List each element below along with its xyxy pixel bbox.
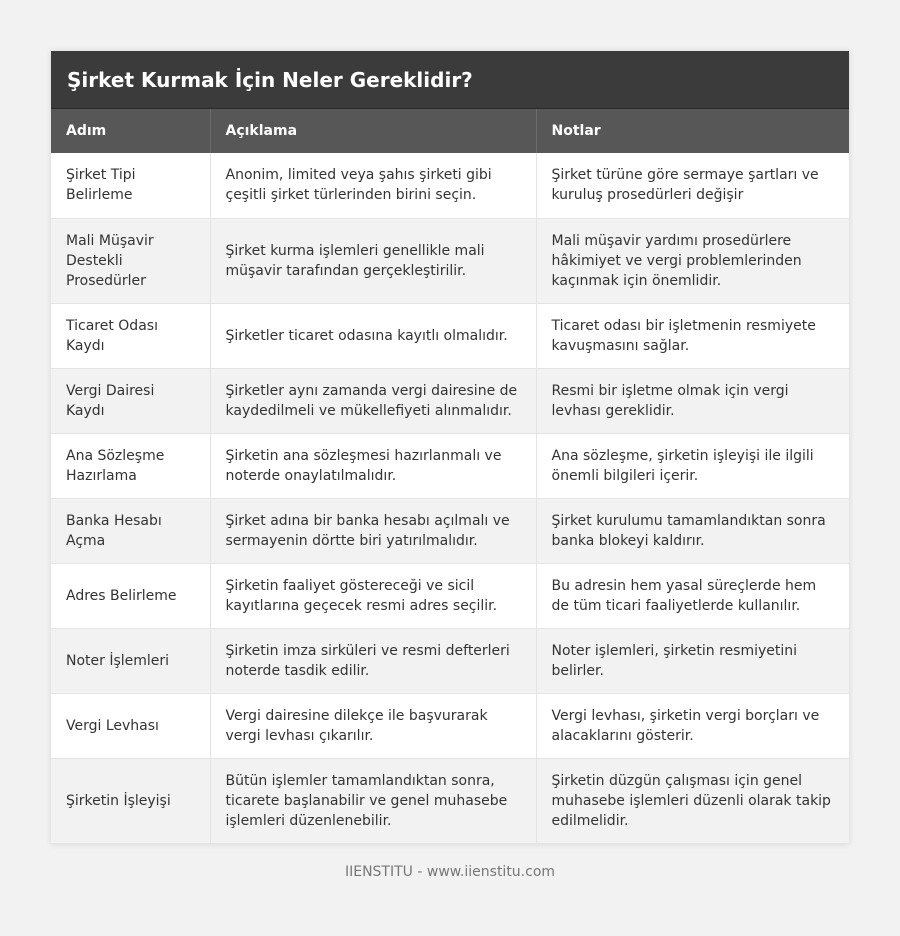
table-row <box>51 153 849 218</box>
table-card <box>51 51 849 844</box>
table-row <box>51 433 849 498</box>
note-cell: Şirketin düzgün çalışması için genel muhasebe işlemleri düzenli olarak takip edilmelidir. <box>536 758 849 843</box>
steps-table <box>51 109 849 844</box>
footer-credit: IIENSTITU - www.iienstitu.com <box>344 864 556 880</box>
note-cell: Resmi bir işletme olmak için vergi levhası gereklidir. <box>536 368 849 433</box>
note-cell: Noter işlemleri, şirketin resmiyetini belirler. <box>536 628 849 693</box>
table-row <box>51 563 849 628</box>
step-cell: Şirketin İşleyişi <box>51 758 210 843</box>
description-cell: Şirketler ticaret odasına kayıtlı olmalıdır. <box>210 303 536 368</box>
header-row <box>51 109 849 153</box>
step-cell: Şirket Tipi Belirleme <box>51 153 210 218</box>
table-title: Şirket Kurmak İçin Neler Gereklidir? <box>51 51 849 109</box>
description-cell: Şirket kurma işlemleri genellikle mali müşavir tarafından gerçekleştirilir. <box>210 218 536 303</box>
description-cell: Şirketin imza sirküleri ve resmi defterleri noterde tasdik edilir. <box>210 628 536 693</box>
step-cell: Mali Müşavir Destekli Prosedürler <box>51 218 210 303</box>
description-cell: Şirketin faaliyet göstereceği ve sicil kayıtlarına geçecek resmi adres seçilir. <box>210 563 536 628</box>
column-header-notes: Notlar <box>536 109 849 153</box>
table-row <box>51 498 849 563</box>
note-cell: Ana sözleşme, şirketin işleyişi ile ilgili önemli bilgileri içerir. <box>536 433 849 498</box>
step-cell: Ticaret Odası Kaydı <box>51 303 210 368</box>
note-cell: Şirket kurulumu tamamlandıktan sonra banka blokeyi kaldırır. <box>536 498 849 563</box>
description-cell: Anonim, limited veya şahıs şirketi gibi çeşitli şirket türlerinden birini seçin. <box>210 153 536 218</box>
description-cell: Bütün işlemler tamamlandıktan sonra, ticarete başlanabilir ve genel muhasebe işlemleri düzenlenebilir. <box>210 758 536 843</box>
step-cell: Banka Hesabı Açma <box>51 498 210 563</box>
description-cell: Şirketler aynı zamanda vergi dairesine de kaydedilmeli ve mükellefiyeti alınmalıdır. <box>210 368 536 433</box>
step-cell: Noter İşlemleri <box>51 628 210 693</box>
step-cell: Ana Sözleşme Hazırlama <box>51 433 210 498</box>
note-cell: Ticaret odası bir işletmenin resmiyete kavuşmasını sağlar. <box>536 303 849 368</box>
table-row <box>51 693 849 758</box>
description-cell: Şirketin ana sözleşmesi hazırlanmalı ve noterde onaylatılmalıdır. <box>210 433 536 498</box>
column-header-step: Adım <box>51 109 210 153</box>
note-cell: Vergi levhası, şirketin vergi borçları ve alacaklarını gösterir. <box>536 693 849 758</box>
table-row <box>51 368 849 433</box>
description-cell: Vergi dairesine dilekçe ile başvurarak vergi levhası çıkarılır. <box>210 693 536 758</box>
step-cell: Adres Belirleme <box>51 563 210 628</box>
table-row <box>51 218 849 303</box>
step-cell: Vergi Dairesi Kaydı <box>51 368 210 433</box>
table-row <box>51 758 849 843</box>
note-cell: Bu adresin hem yasal süreçlerde hem de tüm ticari faaliyetlerde kullanılır. <box>536 563 849 628</box>
table-row <box>51 628 849 693</box>
step-cell: Vergi Levhası <box>51 693 210 758</box>
table-row <box>51 303 849 368</box>
note-cell: Şirket türüne göre sermaye şartları ve kuruluş prosedürleri değişir <box>536 153 849 218</box>
column-header-description: Açıklama <box>210 109 536 153</box>
description-cell: Şirket adına bir banka hesabı açılmalı ve sermayenin dörtte biri yatırılmalıdır. <box>210 498 536 563</box>
note-cell: Mali müşavir yardımı prosedürlere hâkimiyet ve vergi problemlerinden kaçınmak için önemlidir. <box>536 218 849 303</box>
